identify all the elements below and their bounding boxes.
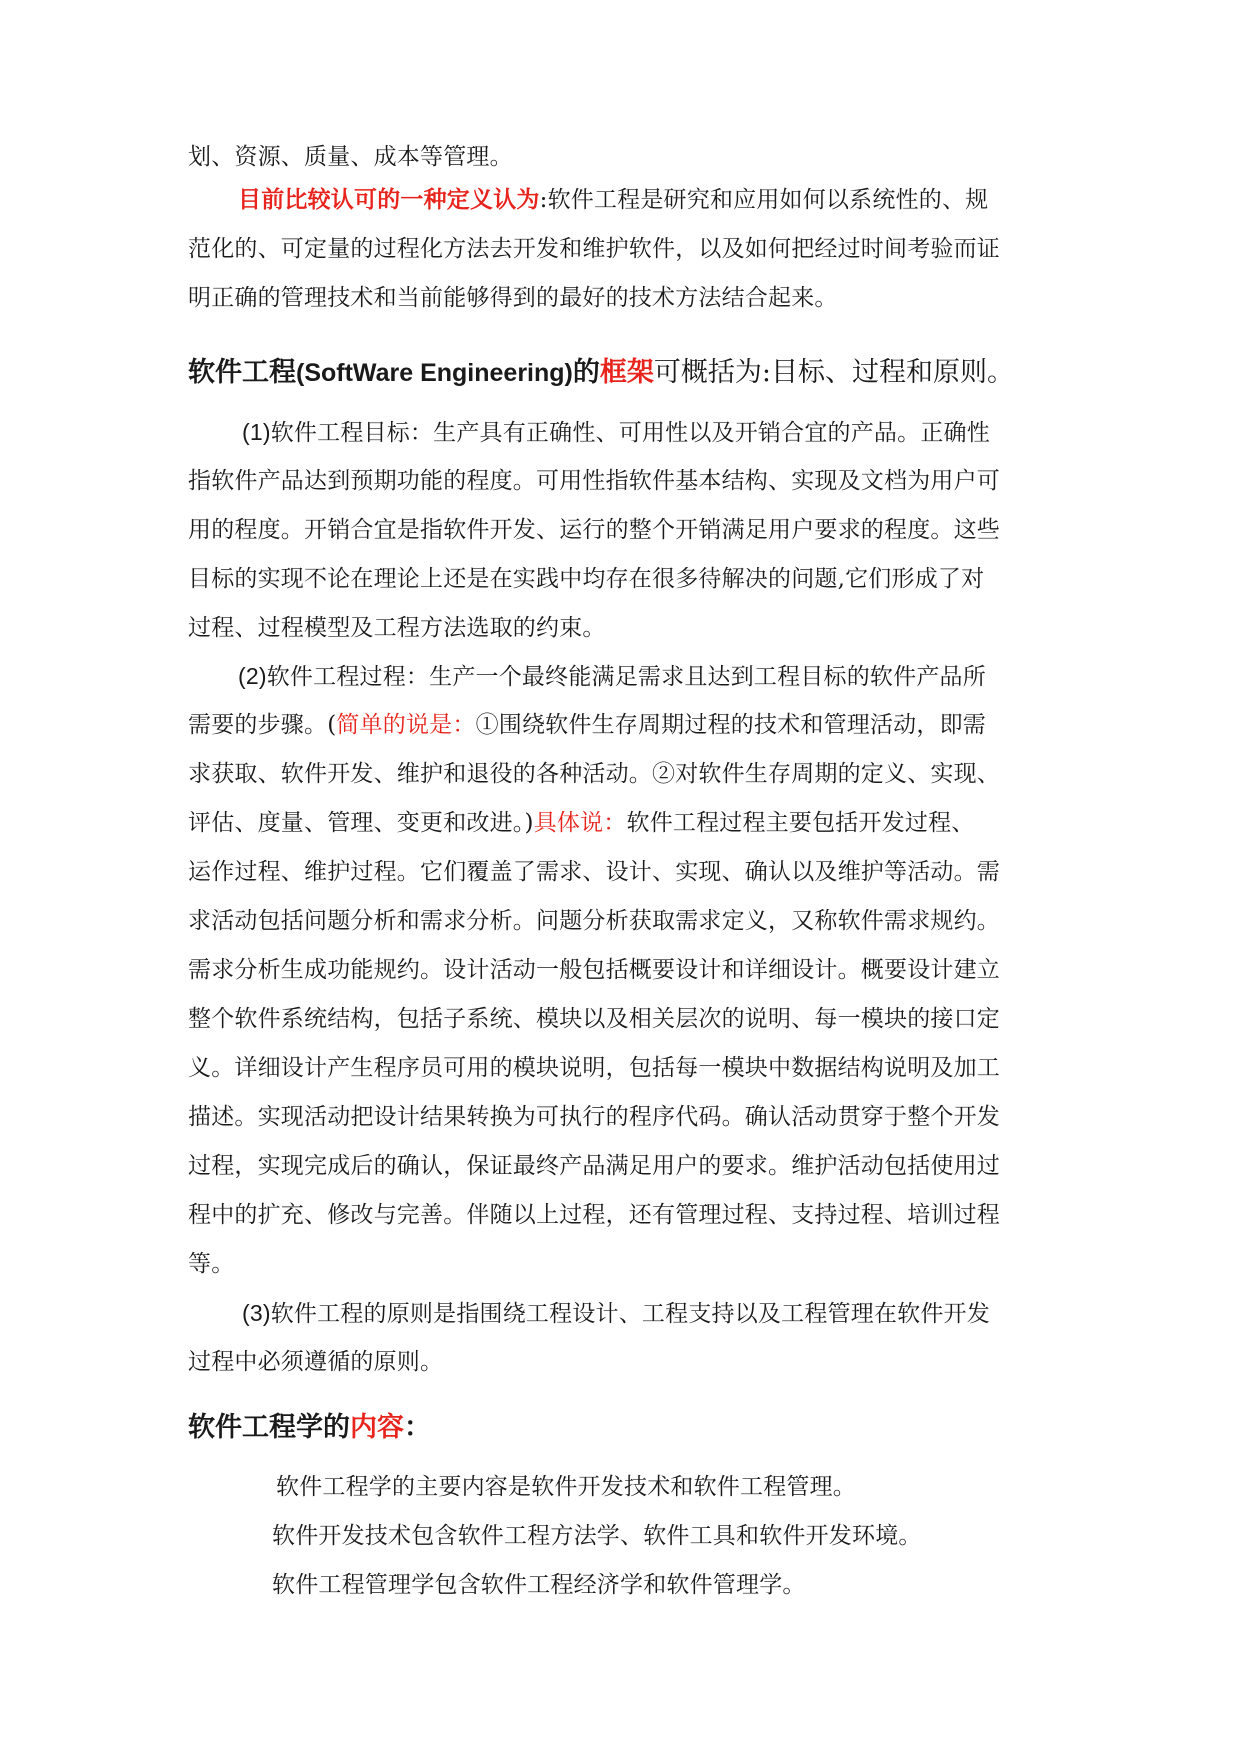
text-line: 用的程度。开销合宜是指软件开发、运行的整个开销满足用户要求的程度。这些 bbox=[188, 517, 1000, 543]
text-line: 需求分析生成功能规约。设计活动一般包括概要设计和详细设计。概要设计建立 bbox=[188, 957, 1000, 983]
text-line: 软件开发技术包含软件工程方法学、软件工具和软件开发环境。 bbox=[272, 1523, 922, 1549]
text-segment: ①围绕软件生存周期过程的技术和管理活动，即需 bbox=[475, 712, 986, 738]
definition-paragraph-line-2 bbox=[188, 234, 1000, 264]
heading-suffix: ： bbox=[404, 1412, 431, 1443]
text-line: 软件工程目标：生产具有正确性、可用性以及开销合宜的产品。正确性 bbox=[270, 420, 990, 446]
goal-paragraph-line-5 bbox=[188, 613, 606, 643]
text-line: 划、资源、质量、成本等管理。 bbox=[188, 144, 513, 170]
item-number: (1) bbox=[242, 419, 271, 445]
text-line: 范化的、可定量的过程化方法去开发和维护软件，以及如何把经过时间考验而证 bbox=[188, 236, 1000, 262]
goal-paragraph-line-2 bbox=[188, 466, 1000, 496]
highlight-simple: 简单的说是： bbox=[336, 712, 476, 738]
text-line: 求获取、软件开发、维护和退役的各种活动。②对软件生存周期的定义、实现、 bbox=[188, 761, 1000, 787]
text-line: 目标的实现不论在理论上还是在实践中均存在很多待解决的问题,它们形成了对 bbox=[188, 566, 985, 592]
framework-heading bbox=[188, 355, 1014, 391]
text-line: 求活动包括问题分析和需求分析。问题分析获取需求定义，又称软件需求规约。 bbox=[188, 908, 1000, 934]
principle-paragraph-line-2 bbox=[188, 1347, 443, 1377]
text-line: 运作过程、维护过程。它们覆盖了需求、设计、实现、确认以及维护等活动。需 bbox=[188, 859, 1000, 885]
principle-paragraph-line-1 bbox=[242, 1298, 990, 1329]
paragraph-continuation bbox=[188, 142, 513, 172]
process-paragraph-line-5 bbox=[188, 857, 1000, 887]
text-line: 软件工程学的主要内容是软件开发技术和软件工程管理。 bbox=[276, 1474, 856, 1500]
content-line-1 bbox=[276, 1472, 856, 1502]
item-number: (3) bbox=[242, 1300, 271, 1326]
heading-english: (SoftWare Engineering) bbox=[296, 359, 573, 387]
text-line: 软件工程是研究和应用如何以系统性的、规 bbox=[547, 187, 989, 213]
process-paragraph-line-3 bbox=[188, 759, 1000, 789]
heading-highlight: 框架 bbox=[599, 357, 654, 388]
heading-suffix: 可概括为:目标、过程和原则。 bbox=[653, 357, 1014, 388]
definition-paragraph-line-3 bbox=[188, 283, 838, 313]
process-paragraph-line-6 bbox=[188, 906, 1000, 936]
process-paragraph-line-4 bbox=[188, 808, 975, 838]
text-line: 指软件产品达到预期功能的程度。可用性指软件基本结构、实现及文档为用户可 bbox=[188, 468, 1000, 494]
goal-paragraph-line-3 bbox=[188, 515, 1000, 545]
highlight-specific: 具体说： bbox=[533, 810, 627, 836]
text-line: 整个软件系统结构，包括子系统、模块以及相关层次的说明、每一模块的接口定 bbox=[188, 1006, 1000, 1032]
text-line: 程中的扩充、修改与完善。伴随以上过程，还有管理过程、支持过程、培训过程 bbox=[188, 1202, 1000, 1228]
definition-lead: 目前比较认可的一种定义认为 bbox=[238, 186, 540, 213]
content-line-3 bbox=[272, 1570, 806, 1600]
process-paragraph-line-7 bbox=[188, 955, 1000, 985]
goal-paragraph-line-1 bbox=[242, 417, 990, 448]
text-segment: 评估、度量、管理、变更和改进。) bbox=[188, 810, 534, 836]
text-line: 等。 bbox=[188, 1251, 235, 1277]
process-paragraph-line-2 bbox=[188, 710, 986, 740]
text-line: 过程中必须遵循的原则。 bbox=[188, 1349, 444, 1375]
definition-colon: : bbox=[539, 187, 548, 213]
content-line-2 bbox=[272, 1521, 922, 1551]
content-heading bbox=[188, 1410, 431, 1446]
heading-prefix: 软件工程学的 bbox=[188, 1412, 350, 1443]
definition-paragraph-line-1 bbox=[238, 185, 988, 215]
text-line: 明正确的管理技术和当前能够得到的最好的技术方法结合起来。 bbox=[188, 285, 838, 311]
text-line: 软件工程过程：生产一个最终能满足需求且达到工程目标的软件产品所 bbox=[266, 664, 986, 690]
process-paragraph-line-12 bbox=[188, 1200, 1000, 1230]
text-segment: 需要的步骤。( bbox=[188, 712, 337, 738]
heading-prefix: 软件工程 bbox=[188, 357, 296, 388]
process-paragraph-line-1 bbox=[238, 661, 986, 692]
text-line: 过程、过程模型及工程方法选取的约束。 bbox=[188, 615, 606, 641]
goal-paragraph-line-4 bbox=[188, 564, 984, 594]
heading-highlight: 内容 bbox=[350, 1412, 404, 1443]
text-segment: 软件工程过程主要包括开发过程、 bbox=[626, 810, 975, 836]
text-line: 软件工程的原则是指围绕工程设计、工程支持以及工程管理在软件开发 bbox=[270, 1301, 990, 1327]
process-paragraph-line-13 bbox=[188, 1249, 234, 1279]
text-line: 描述。实现活动把设计结果转换为可执行的程序代码。确认活动贯穿于整个开发 bbox=[188, 1104, 1000, 1130]
item-number: (2) bbox=[238, 663, 267, 689]
process-paragraph-line-10 bbox=[188, 1102, 1000, 1132]
process-paragraph-line-8 bbox=[188, 1004, 1000, 1034]
process-paragraph-line-11 bbox=[188, 1151, 1000, 1181]
process-paragraph-line-9 bbox=[188, 1053, 1000, 1083]
heading-mid: 的 bbox=[572, 357, 600, 388]
text-line: 软件工程管理学包含软件工程经济学和软件管理学。 bbox=[272, 1572, 806, 1598]
text-line: 义。详细设计产生程序员可用的模块说明，包括每一模块中数据结构说明及加工 bbox=[188, 1055, 1000, 1081]
text-line: 过程，实现完成后的确认，保证最终产品满足用户的要求。维护活动包括使用过 bbox=[188, 1153, 1000, 1179]
